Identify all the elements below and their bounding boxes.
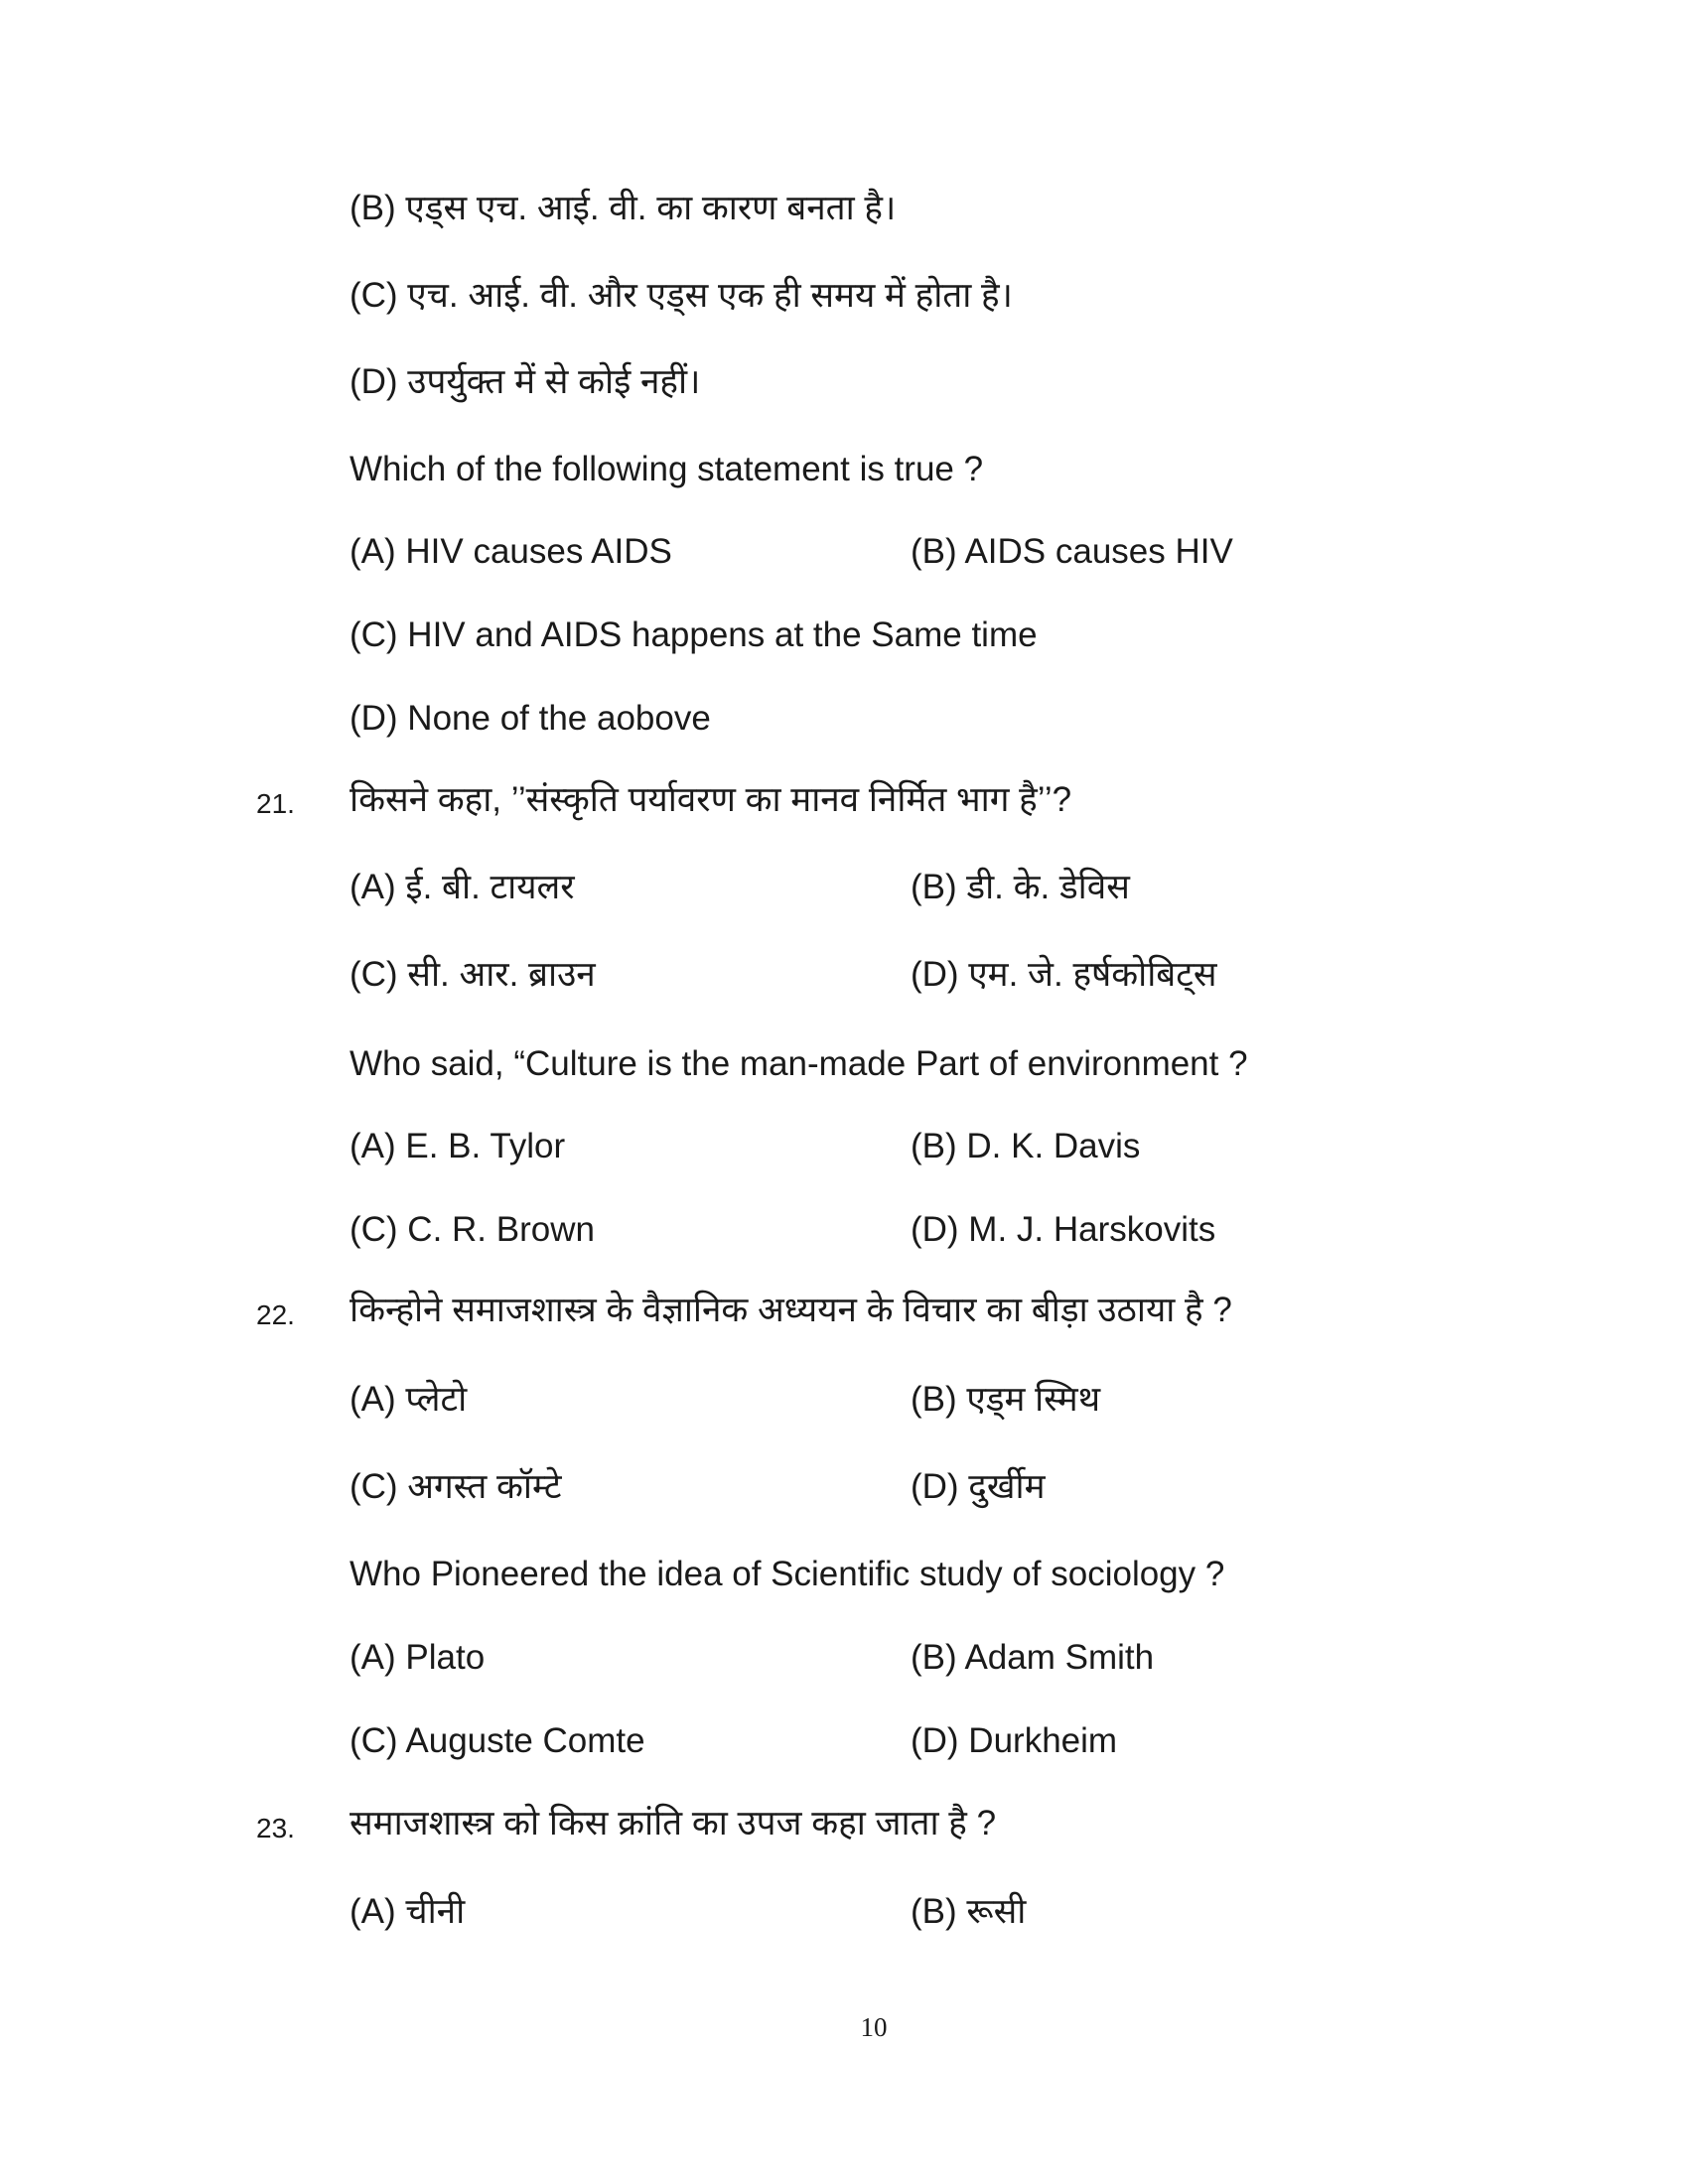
q21-hindi-option-c: (C) सी. आर. ब्राउन bbox=[350, 955, 596, 994]
page-number: 10 bbox=[860, 2012, 888, 2042]
q20-english-question: Which of the following statement is true ? bbox=[350, 450, 984, 488]
q20-english-option-c: (C) HIV and AIDS happens at the Same time bbox=[350, 615, 1038, 654]
q21-hindi-option-b: (B) डी. के. डेविस bbox=[911, 868, 1130, 906]
q21-number: 21. bbox=[256, 788, 295, 819]
q20-hindi-option-c: (C) एच. आई. वी. और एड्स एक ही समय में होता है। bbox=[350, 276, 1013, 315]
q21-hindi-option-a: (A) ई. बी. टायलर bbox=[350, 868, 575, 906]
q21-hindi-question: किसने कहा, ’’संस्कृति पर्यावरण का मानव निर्मित भाग है’’? bbox=[350, 780, 1072, 819]
q22-hindi-option-c: (C) अगस्त कॉम्टे bbox=[350, 1467, 562, 1506]
q22-english-question: Who Pioneered the idea of Scientific study of sociology ? bbox=[350, 1555, 1225, 1593]
q21-english-option-c: (C) C. R. Brown bbox=[350, 1210, 595, 1249]
q22-english-option-a: (A) Plato bbox=[350, 1638, 486, 1677]
q23-number: 23. bbox=[256, 1813, 295, 1843]
q22-hindi-option-d: (D) दुर्खीम bbox=[911, 1467, 1046, 1506]
q23-hindi-option-a: (A) चीनी bbox=[350, 1892, 466, 1931]
q21-hindi-option-d: (D) एम. जे. हर्षकोबिट्स bbox=[911, 955, 1217, 994]
q22-english-option-b: (B) Adam Smith bbox=[911, 1638, 1155, 1677]
q21-english-option-a: (A) E. B. Tylor bbox=[350, 1127, 566, 1165]
q22-hindi-option-b: (B) एड्म स्मिथ bbox=[911, 1380, 1101, 1419]
q20-hindi-option-d: (D) उपर्युक्त में से कोई नहीं। bbox=[350, 362, 701, 401]
q22-hindi-option-a: (A) प्लेटो bbox=[350, 1380, 468, 1419]
q22-hindi-question: किन्होने समाजशास्त्र के वैज्ञानिक अध्ययन के विचार का बीड़ा उठाया है ? bbox=[350, 1291, 1232, 1329]
q23-hindi-question: समाजशास्त्र को किस क्रांति का उपज कहा जाता है ? bbox=[350, 1804, 997, 1843]
q21-english-option-d: (D) M. J. Harskovits bbox=[911, 1210, 1216, 1249]
q20-hindi-option-b: (B) एड्स एच. आई. वी. का कारण बनता है। bbox=[350, 189, 897, 227]
q22-number: 22. bbox=[256, 1299, 295, 1330]
q23-hindi-option-b: (B) रूसी bbox=[911, 1892, 1027, 1931]
q21-english-option-b: (B) D. K. Davis bbox=[911, 1127, 1141, 1165]
q22-english-option-c: (C) Auguste Comte bbox=[350, 1721, 645, 1760]
q22-english-option-d: (D) Durkheim bbox=[911, 1721, 1118, 1760]
q21-english-question: Who said, “Culture is the man-made Part of environment ? bbox=[350, 1044, 1248, 1083]
q20-english-option-a: (A) HIV causes AIDS bbox=[350, 532, 672, 571]
q20-english-option-d: (D) None of the aobove bbox=[350, 699, 711, 738]
q20-english-option-b: (B) AIDS causes HIV bbox=[911, 532, 1233, 571]
